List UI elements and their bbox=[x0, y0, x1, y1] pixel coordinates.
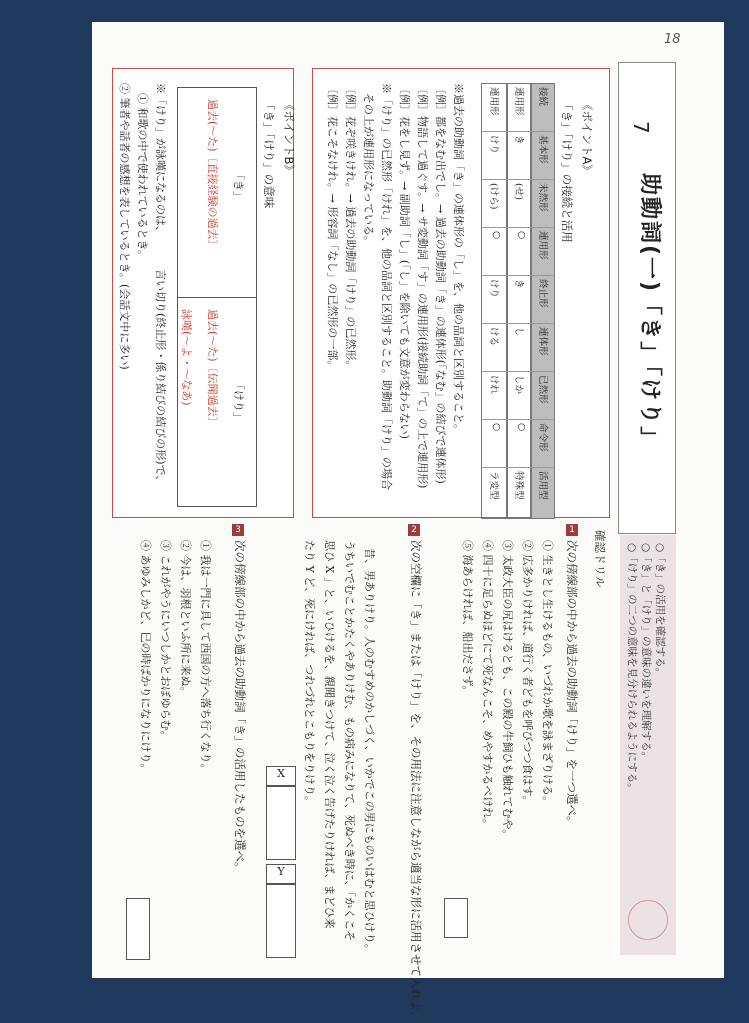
answer-x-label: X bbox=[266, 766, 296, 786]
table-row-ki bbox=[507, 83, 531, 519]
note-line: 〔例〕花をし見ず。→ 副助詞「し」(「し」を除いても文意が変わらない) bbox=[398, 83, 411, 439]
check-stamp-icon bbox=[628, 900, 668, 940]
table-header-cell: 終止形 bbox=[537, 279, 548, 308]
q1-item[interactable]: ② 広多かりければ、道行く者どもを呼びつつ食はす。 bbox=[521, 540, 534, 807]
note-line: ※過去の助動詞「き」の連体形の「し」を、他の品詞と区別すること。 bbox=[452, 83, 465, 435]
table-grid-line bbox=[481, 275, 555, 276]
q1-item[interactable]: ④ 四十に足らぬほどにて死なんこそ、めやすかるべけれ。 bbox=[481, 540, 494, 830]
goal-item: ○「き」の活用を確認する。 bbox=[654, 543, 666, 679]
table-cell: し bbox=[513, 327, 524, 337]
table-header-cell: 連用形 bbox=[537, 231, 548, 260]
note-line: 〔例〕物語して過ぐす。→ サ変動詞「す」の連用形(接続助詞「て」の上で連用形) bbox=[416, 83, 429, 489]
note-item: ② 筆者や話者の感想を表しているとき。(会話文中に多い) bbox=[118, 83, 131, 370]
table-grid-line bbox=[481, 467, 555, 468]
table-cell: き bbox=[513, 135, 524, 145]
q1-prompt: 次の傍線部の中から過去の助動詞「けり」を一つ選べ。 bbox=[565, 540, 579, 828]
note-line: ※「けり」の已然形「けれ」を、他の品詞と区別すること。助動詞「けり」の場合 bbox=[380, 83, 393, 490]
point-a-subheading: 「き」「けり」の接続と活用 bbox=[560, 99, 574, 243]
q1-item[interactable]: ③ 太政大臣の尻はけるとも、この殿の牛飼ひも触れてむや。 bbox=[501, 540, 514, 841]
note-head: ※「けり」が詠嘆になるのは、 bbox=[154, 83, 167, 237]
q2-prompt: 次の空欄に「き」または「けり」を、その用法に注意しながら適当な形に活用させて入れよ。 bbox=[409, 540, 423, 1023]
table-cell: ける bbox=[488, 327, 499, 347]
q2-line: たり Y ど、死にければ、つれづれとこもりをりけり。 bbox=[303, 540, 316, 808]
table-grid-line bbox=[481, 323, 555, 324]
table-header-cell: 接続 bbox=[537, 87, 548, 107]
table-cell: 連用形 bbox=[488, 87, 499, 116]
lesson-title-box bbox=[618, 62, 676, 534]
q3-answer-box[interactable] bbox=[126, 898, 150, 960]
q3-item[interactable]: ① 我は一門に具して西国の方へ落ち行くなり。 bbox=[199, 540, 212, 775]
table-grid-line bbox=[481, 179, 555, 180]
q2-line: うちいでむことかたくやありけむ、もの病みになりて、死ぬべき時に、「かくこそ bbox=[343, 540, 356, 942]
q3-item[interactable]: ② 今は、羽根といふ所に来ぬ。 bbox=[179, 540, 192, 698]
point-a-heading: 《ポイントA》 bbox=[580, 99, 594, 176]
meaning-divider bbox=[177, 297, 257, 298]
table-grid-line bbox=[481, 131, 555, 132]
q2-number: 2 bbox=[408, 524, 420, 536]
note-tail: 言い切り(終止形・係り結びの結びの形)で、 bbox=[154, 269, 167, 487]
col-keri: 「けり」 bbox=[232, 379, 245, 423]
table-cell: けり bbox=[488, 279, 499, 299]
q3-number: 3 bbox=[232, 524, 244, 536]
q1-item[interactable]: ⑤ 海あらければ、船出ださず。 bbox=[461, 540, 474, 697]
q1-answer-box[interactable] bbox=[444, 898, 468, 938]
q3-item[interactable]: ④ あゆみしかど、巳の時ばかりになりにけり。 bbox=[139, 540, 152, 775]
table-cell: き bbox=[513, 279, 524, 289]
note-line: 〔例〕花ぞ咲きけれ。→ 過去の助動詞「けり」の已然形。 bbox=[344, 83, 357, 372]
table-grid-line bbox=[481, 371, 555, 372]
table-cell: (けら) bbox=[488, 183, 499, 210]
table-cell: 連用形 bbox=[513, 87, 524, 116]
table-header-cell: 命令形 bbox=[537, 423, 548, 452]
table-cell: けれ bbox=[488, 375, 499, 395]
q1-item[interactable]: ① 生きとし生けるもの、いづれか歌を詠まざりける。 bbox=[541, 540, 554, 808]
goal-item: ○「き」と「けり」の意味の違いを理解する。 bbox=[640, 543, 652, 763]
answer-y-label: Y bbox=[266, 864, 296, 884]
drill-heading: 確認ドリル bbox=[593, 530, 607, 588]
ki-meaning: 過去(〜た)〔直接経験の過去〕 bbox=[206, 99, 219, 251]
q3-prompt: 次の傍線部の中から過去の助動詞「き」の活用したものを選べ。 bbox=[233, 540, 247, 874]
note-line: 〔例〕花こそなけれ。→ 形容詞「なし」の已然形の一部。 bbox=[326, 83, 339, 372]
table-header-cell: 未然形 bbox=[537, 183, 548, 212]
answer-x-box[interactable] bbox=[266, 786, 296, 860]
table-header-cell: 活用型 bbox=[537, 471, 548, 500]
note-line: その上が連用形になっている。 bbox=[362, 93, 375, 247]
table-cell: ○ bbox=[516, 423, 527, 432]
note-line: 〔例〕都をなむ出でし。→ 過去の助動詞「き」の連体形(「なむ」の結びで連体形) bbox=[434, 83, 447, 484]
table-cell: 特殊型 bbox=[513, 471, 524, 500]
lesson-number: 7 bbox=[629, 121, 653, 134]
col-ki: 「き」 bbox=[232, 169, 245, 202]
goal-item: ○「けり」の二つの意味を見分けられるようにする。 bbox=[626, 543, 638, 794]
table-header-cell: 基本形 bbox=[537, 135, 548, 164]
table-cell: (せ) bbox=[513, 183, 524, 200]
table-cell: ○ bbox=[491, 231, 502, 240]
answer-y-box[interactable] bbox=[266, 884, 296, 958]
table-header-cell: 已然形 bbox=[537, 375, 548, 404]
table-header-cell: 連体形 bbox=[537, 327, 548, 356]
q3-item[interactable]: ③ これがやうにいつしかとおぼゆらむ。 bbox=[159, 540, 172, 742]
point-b-box bbox=[112, 68, 294, 518]
point-b-heading: 《ポイントB》 bbox=[282, 99, 296, 176]
table-cell: ラ変型 bbox=[488, 471, 499, 500]
q2-line: 昔、男ありけり。人のむすめのかしづく、いかでこの男にものいはむと思ひけり。 bbox=[363, 548, 376, 955]
q2-line: 思ひ X 」と、いひけるを、親聞きつけて、泣く泣く告げたりければ、まどひ来 bbox=[323, 540, 336, 929]
learning-goals bbox=[620, 535, 676, 955]
table-cell: しか bbox=[513, 375, 524, 395]
keri-meaning-1: 過去(〜た)〔伝聞過去〕 bbox=[206, 309, 219, 428]
table-grid-line bbox=[481, 227, 555, 228]
q1-number: 1 bbox=[566, 524, 578, 536]
table-cell: ○ bbox=[516, 231, 527, 240]
table-cell: けり bbox=[488, 135, 499, 155]
lesson-title: 助動詞(一)「き」「けり」 bbox=[637, 173, 662, 451]
point-a-box bbox=[312, 68, 610, 518]
point-b-subheading: 「き」「けり」の意味 bbox=[262, 99, 276, 209]
note-item: ① 和歌の中で使われているとき。 bbox=[136, 93, 149, 262]
table-cell: ○ bbox=[491, 423, 502, 432]
page-number: 18 bbox=[664, 32, 681, 47]
keri-meaning-2: 詠嘆(〜よ・〜なあ) bbox=[180, 309, 193, 406]
table-grid-line bbox=[481, 419, 555, 420]
